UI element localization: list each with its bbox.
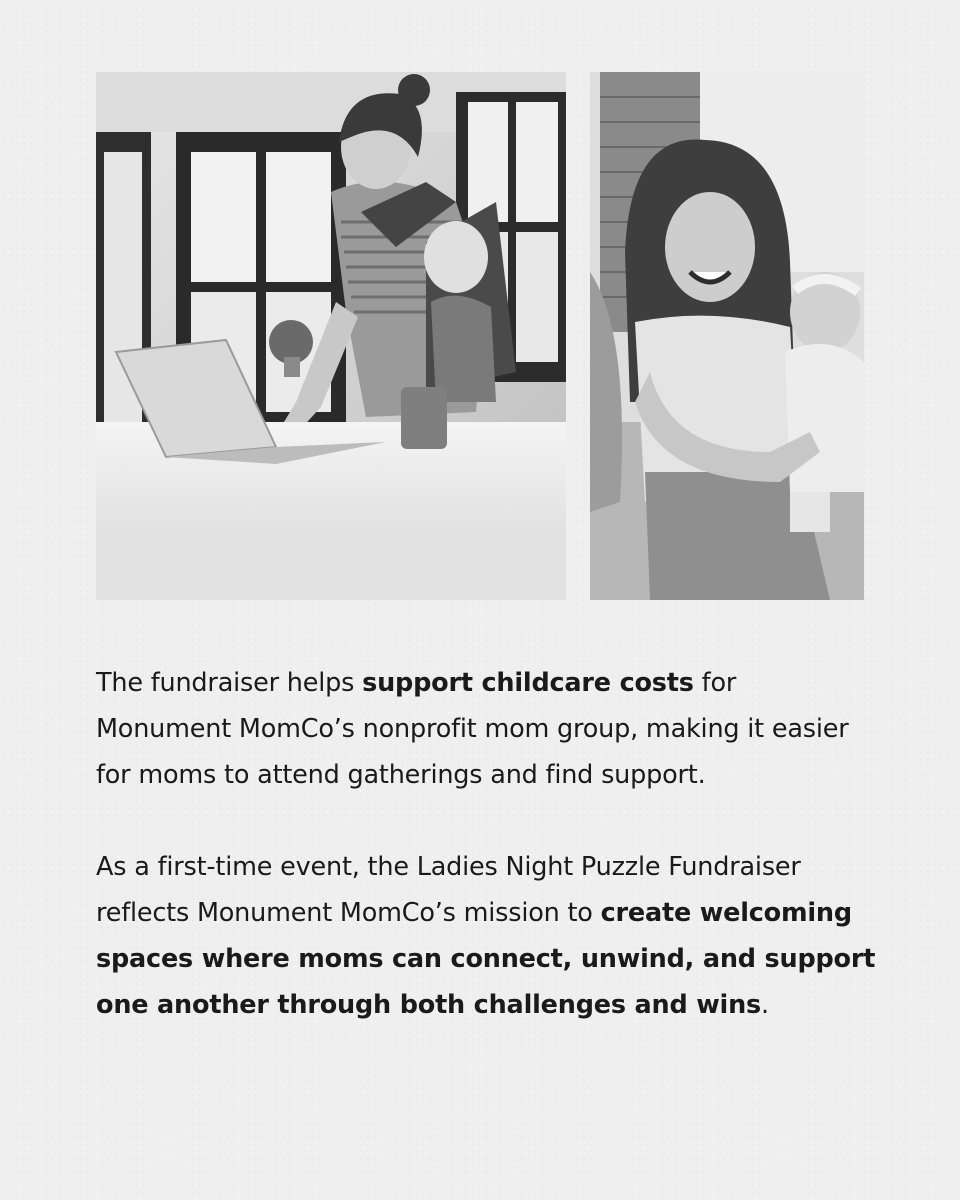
- paragraph-mission: [96, 844, 876, 1028]
- paragraph-childcare: [96, 660, 876, 798]
- photo-mom-laptop-baby-carrier: [96, 72, 566, 600]
- photo-smiling-mom-holding-baby: [590, 72, 864, 600]
- photo-smiling-mom-icon: [590, 72, 864, 600]
- paragraph1-text-2: for Monument MomCo’s nonprofit mom group, making it easier for moms to attend gatherings and find support.: [96, 668, 849, 790]
- paragraph2-text-2: .: [761, 990, 769, 1020]
- paragraph2-bold-text: create welcoming spaces where moms can connect, unwind, and support one another through both challenges and wins: [96, 898, 876, 1020]
- body-text: [96, 660, 876, 1028]
- paragraph1-bold-text: support childcare costs: [362, 668, 694, 698]
- paragraph1-text-1: The fundraiser helps: [96, 668, 363, 698]
- paragraph2-text-1: As a first-time event, the Ladies Night Puzzle Fundraiser reflects Monument MomCo’s mission to: [96, 852, 801, 928]
- photo-mom-laptop-icon: [96, 72, 566, 600]
